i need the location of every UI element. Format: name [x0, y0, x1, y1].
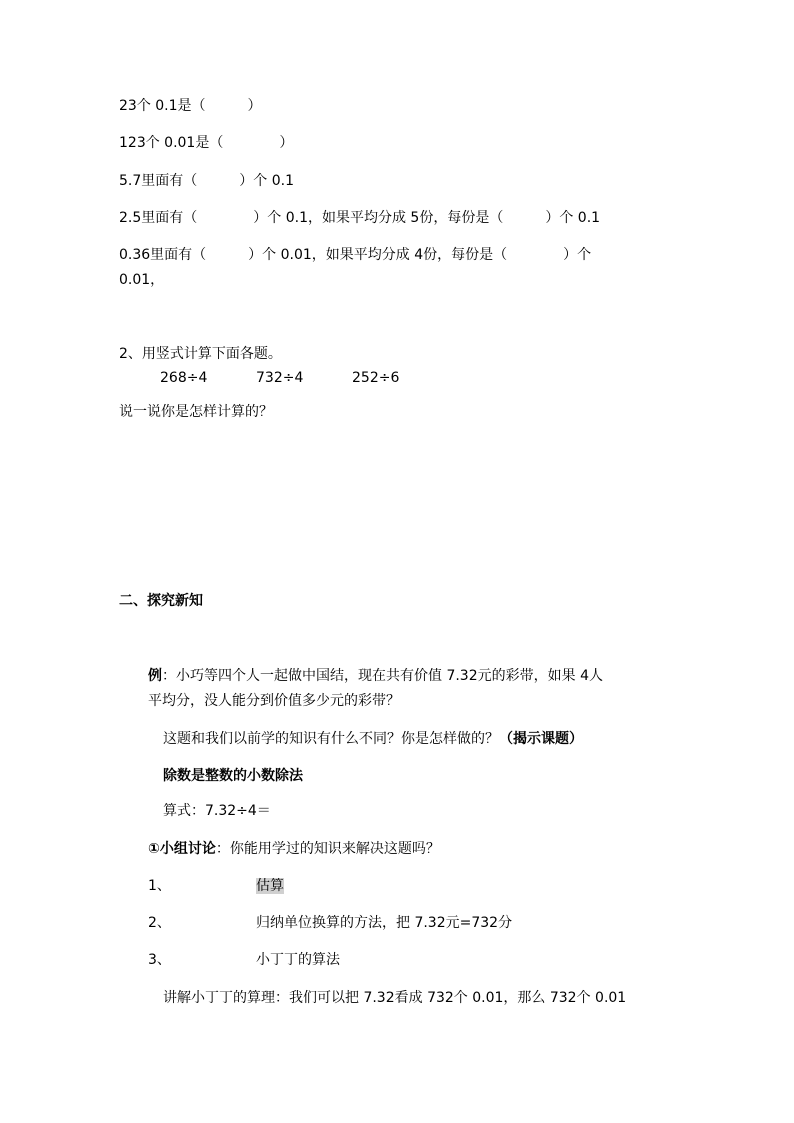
discussion-line: [148, 840, 440, 858]
fill-in-line-2: 123个 0.01是（ ）: [119, 135, 294, 151]
fill-in-line-4: 2.5里面有（ ）个 0.1，如果平均分成 5份，每份是（ ）个 0.1: [119, 210, 601, 226]
discussion-label: ①小组讨论: [148, 841, 216, 857]
question-line: [163, 730, 583, 748]
fill-in-line-1: 23个 0.1是（ ）: [119, 98, 262, 114]
expression-3: 252÷6: [352, 370, 400, 386]
fill-in-line-3: 5.7里面有（ ）个 0.1: [119, 173, 294, 189]
method-3-text: 小丁丁的算法: [256, 952, 340, 968]
reveal-topic: （揭示课题）: [499, 731, 583, 747]
method-3-number: 3、: [148, 952, 171, 968]
expression-2: 732÷4: [256, 370, 304, 386]
method-1-number: 1、: [148, 878, 171, 894]
example-label: 例: [148, 668, 162, 684]
discussion-text: ：你能用学过的知识来解决这题吗？: [215, 841, 440, 857]
fill-in-line-6: 0.01，: [119, 272, 165, 288]
lesson-topic: 除数是整数的小数除法: [163, 768, 303, 784]
method-2-number: 2、: [148, 915, 171, 931]
explanation-line: 讲解小丁丁的算理：我们可以把 7.32看成 732个 0.01，那么 732个 0.01: [163, 990, 627, 1006]
question-text: 这题和我们以前学的知识有什么不同？你是怎样做的？: [163, 731, 499, 747]
section-heading: 二、探究新知: [119, 593, 203, 609]
formula: 算式：7.32÷4＝: [163, 803, 271, 819]
example-line-1: [148, 667, 603, 685]
fill-in-line-5: 0.36里面有（ ）个 0.01，如果平均分成 4份，每份是（ ）个: [119, 247, 592, 263]
method-1-text: 估算: [256, 878, 284, 894]
question-2-prompt: 说一说你是怎样计算的？: [119, 404, 273, 420]
method-1-text-wrap: [256, 877, 284, 895]
question-2-title: 2、用竖式计算下面各题。: [119, 346, 282, 362]
method-2-text: 归纳单位换算的方法，把 7.32元=732分: [256, 915, 513, 931]
example-line-2: 平均分，没人能分到价值多少元的彩带？: [148, 693, 400, 709]
expression-1: 268÷4: [160, 370, 208, 386]
example-text: ：小巧等四个人一起做中国结，现在共有价值 7.32元的彩带，如果 4人: [162, 668, 603, 684]
